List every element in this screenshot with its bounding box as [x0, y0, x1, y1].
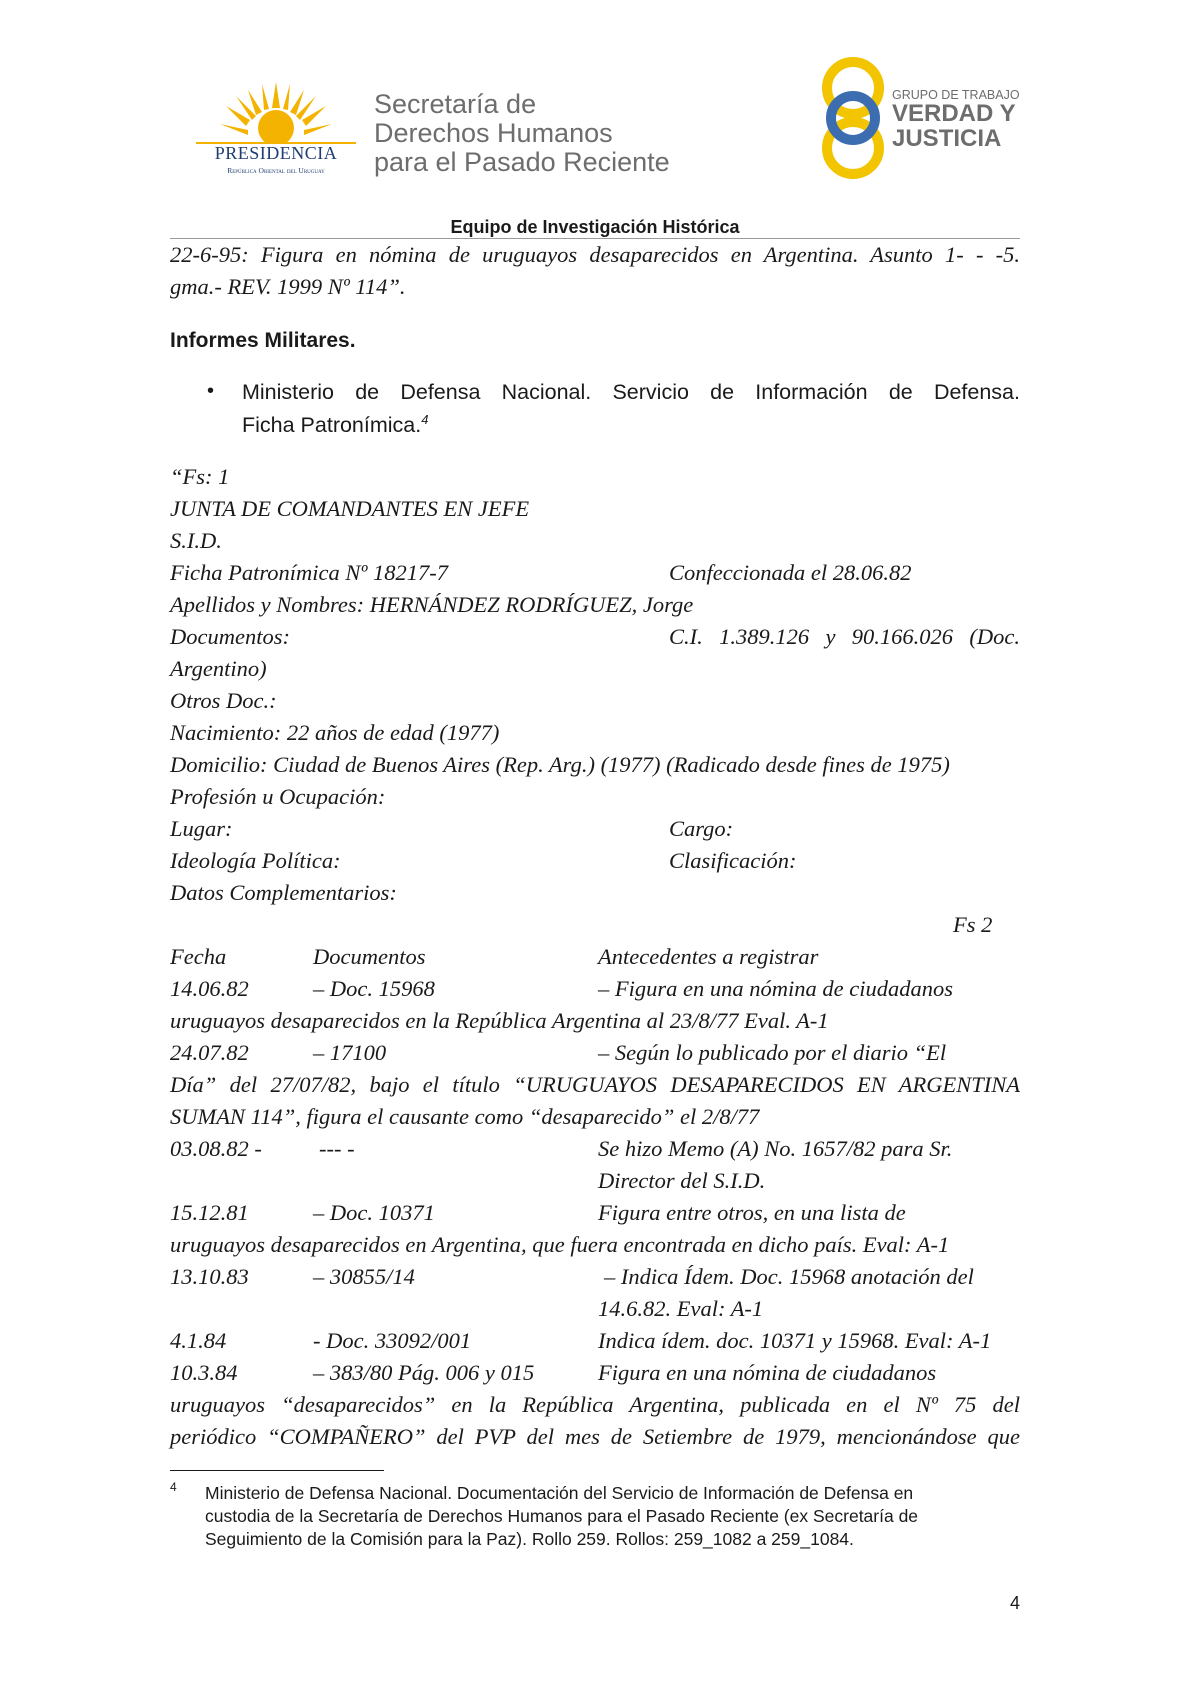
r2-doc: – 17100	[313, 1040, 387, 1065]
page-number: 4	[1010, 1593, 1021, 1613]
r6-ant: Indica ídem. doc. 10371 y 15968. Eval: A-1	[598, 1328, 992, 1353]
r5-ant-2: 14.6.82. Eval: A-1	[598, 1296, 764, 1321]
ficha-datos: Datos Complementarios:	[170, 880, 397, 905]
r6-fecha: 4.1.84	[170, 1328, 227, 1353]
secretaria-line-2: Derechos Humanos	[374, 118, 613, 148]
r4-ant: Figura entre otros, en una lista de	[598, 1200, 906, 1225]
table-header-fecha: Fecha	[170, 944, 227, 969]
ficha-confeccionada: Confeccionada el 28.06.82	[669, 560, 912, 585]
secretaria-line-1: Secretaría de	[374, 89, 537, 119]
r2-fecha: 24.07.82	[170, 1040, 249, 1065]
presidencia-logo	[196, 80, 356, 180]
sun-icon	[196, 80, 356, 144]
section-title: Informes Militares.	[170, 329, 356, 352]
r1-fecha: 14.06.82	[170, 976, 249, 1001]
intro-line-1: 22-6-95: Figura en nómina de uruguayos desaparecidos en Argentina. Asunto 1- - -5.	[170, 242, 1020, 267]
r6-doc: - Doc. 33092/001	[313, 1328, 472, 1353]
grupo-line-1: GRUPO DE TRABAJO	[892, 88, 1020, 102]
ficha-ideologia: Ideología Política:	[170, 848, 341, 873]
r3-fecha: 03.08.82 -	[170, 1136, 262, 1161]
r3-ant-2: Director del S.I.D.	[598, 1168, 766, 1193]
footnote-ref[interactable]: 4	[421, 412, 429, 427]
presidencia-sub: República Oriental del Uruguay	[227, 166, 325, 175]
r7-doc: – 383/80 Pág. 006 y 015	[313, 1360, 535, 1385]
r7-cont-2: periódico “COMPAÑERO” del PVP del mes de Setiembre de 1979, mencionándose que	[170, 1424, 1020, 1449]
footnote-line-3: Seguimiento de la Comisión para la Paz). Rollo 259. Rollos: 259_1082 a 259_1084.	[205, 1529, 854, 1549]
ficha-fs2: Fs 2	[953, 912, 993, 937]
r1-cont: uruguayos desaparecidos en la República Argentina al 23/8/77 Eval. A-1	[170, 1008, 829, 1033]
ficha-documentos-value: C.I. 1.389.126 y 90.166.026 (Doc.	[669, 624, 1020, 649]
ficha-argentino: Argentino)	[170, 656, 267, 681]
ficha-apellidos: Apellidos y Nombres: HERNÁNDEZ RODRÍGUEZ, Jorge	[170, 592, 694, 617]
ficha-clasificacion: Clasificación:	[669, 848, 797, 873]
r1-doc: – Doc. 15968	[313, 976, 435, 1001]
presidencia-label: PRESIDENCIA	[214, 143, 338, 163]
footnote-number: 4	[170, 1480, 177, 1494]
ficha-documentos-label: Documentos:	[170, 624, 290, 649]
r7-cont-1: uruguayos “desaparecidos” en la República Argentina, publicada en el Nº 75 del	[170, 1392, 1020, 1417]
bullet-line-2-text: Ficha Patronímica.	[242, 413, 422, 438]
footnote-rule	[170, 1470, 384, 1471]
secretaria-line-3: para el Pasado Reciente	[374, 147, 670, 177]
ficha-otros-doc: Otros Doc.:	[170, 688, 277, 713]
r2-ant: – Según lo publicado por el diario “El	[598, 1040, 947, 1065]
ficha-sid: S.I.D.	[170, 528, 222, 553]
team-heading: Equipo de Investigación Histórica	[450, 217, 740, 237]
ficha-number: Ficha Patronímica Nº 18217-7	[170, 560, 448, 585]
ficha-nacimiento: Nacimiento: 22 años de edad (1977)	[170, 720, 500, 745]
verdad-justicia-logo	[818, 56, 1028, 182]
footnote-line-2: custodia de la Secretaría de Derechos Humanos para el Pasado Reciente (ex Secretaría de	[205, 1506, 919, 1526]
r7-ant: Figura en una nómina de ciudadanos	[598, 1360, 937, 1385]
r4-doc: – Doc. 10371	[313, 1200, 435, 1225]
ficha-cargo: Cargo:	[669, 816, 734, 841]
bullet-line-1: Ministerio de Defensa Nacional. Servicio de Información de Defensa.	[242, 380, 1020, 404]
footnote-line-1: Ministerio de Defensa Nacional. Documentación del Servicio de Información de Defensa en	[205, 1483, 914, 1503]
grupo-line-3: JUSTICIA	[892, 125, 1002, 152]
r5-doc: – 30855/14	[313, 1264, 415, 1289]
rings-icon	[818, 56, 888, 180]
ficha-domicilio: Domicilio: Ciudad de Buenos Aires (Rep. Arg.) (1977) (Radicado desde fines de 1975)	[170, 752, 950, 777]
ficha-lugar: Lugar:	[170, 816, 233, 841]
secretaria-logo-text	[374, 90, 670, 177]
r7-fecha: 10.3.84	[170, 1360, 238, 1385]
intro-line-2: gma.- REV. 1999 Nº 114”.	[170, 274, 406, 299]
header-rule	[170, 238, 1020, 239]
r1-ant: – Figura en una nómina de ciudadanos	[598, 976, 953, 1001]
ficha-profesion: Profesión u Ocupación:	[170, 784, 386, 809]
table-header-documentos: Documentos	[313, 944, 426, 969]
r4-cont: uruguayos desaparecidos en Argentina, que fuera encontrada en dicho país. Eval: A-1	[170, 1232, 950, 1257]
table-header-antecedentes: Antecedentes a registrar	[598, 944, 819, 969]
r2-cont-1: Día” del 27/07/82, bajo el título “URUGUAYOS DESAPARECIDOS EN ARGENTINA	[170, 1072, 1020, 1097]
r3-doc: --- -	[319, 1136, 355, 1161]
ficha-fs1: “Fs: 1	[170, 464, 230, 489]
ficha-junta: JUNTA DE COMANDANTES EN JEFE	[170, 496, 530, 521]
r5-fecha: 13.10.83	[170, 1264, 249, 1289]
r5-ant-1: – Indica Ídem. Doc. 15968 anotación del	[604, 1264, 974, 1289]
bullet-dot: •	[207, 380, 215, 402]
bullet-line-2	[242, 412, 428, 438]
grupo-line-2: VERDAD Y	[892, 100, 1016, 127]
r4-fecha: 15.12.81	[170, 1200, 249, 1225]
r2-cont-2: SUMAN 114”, figura el causante como “desaparecido” el 2/8/77	[170, 1104, 760, 1129]
r3-ant-1: Se hizo Memo (A) No. 1657/82 para Sr.	[598, 1136, 953, 1161]
